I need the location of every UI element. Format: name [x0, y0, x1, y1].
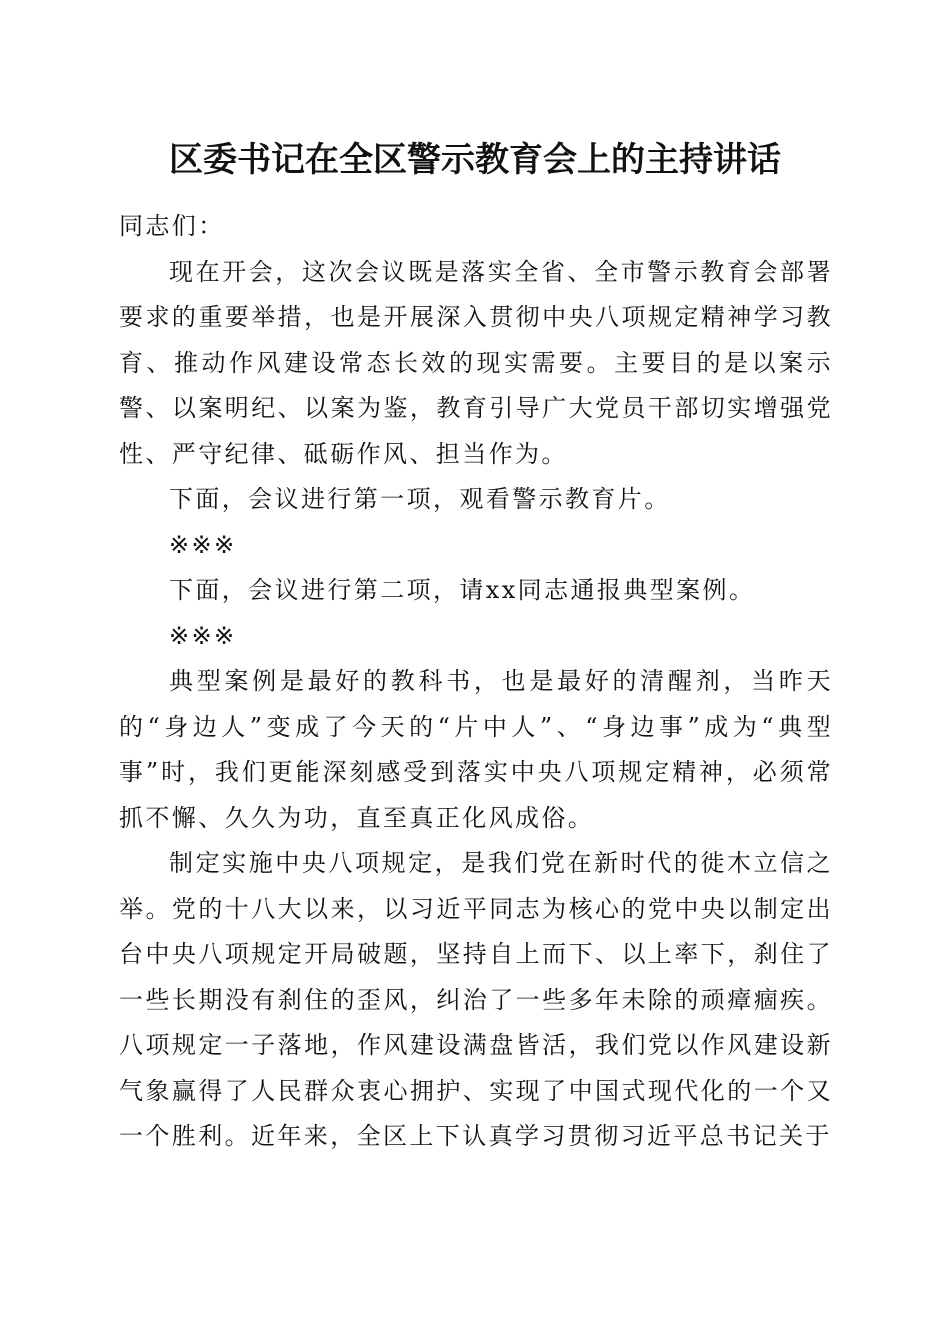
paragraph-agenda-item-1: 下面，会议进行第一项，观看警示教育片。 [169, 485, 671, 513]
paragraph-typical-cases: 典型案例是最好的教科书，也是最好的清醒剂，当昨天的“身边人”变成了今天的“片中人”、“身边事”成为“典型事”时，我们更能深刻感受到落实中央八项规定精神，必须常抓不懈、久久为功，直至真正化风成俗。 [119, 667, 833, 832]
section-separator: ※※※ [169, 621, 237, 650]
document-body [119, 204, 833, 1160]
paragraph-agenda-item-2: 下面，会议进行第二项，请xx同志通报典型案例。 [169, 576, 756, 604]
paragraph-eight-rules: 制定实施中央八项规定，是我们党在新时代的徙木立信之举。党的十八大以来，以习近平同志为核心的党中央以制定出台中央八项规定开局破题，坚持自上而下、以上率下，刹住了一些长期没有刹住的歪风，纠治了一些多年未除的顽瘴痼疾。八项规定一子落地，作风建设满盘皆活，我们党以作风建设新气象赢得了人民群众衷心拥护、实现了中国式现代化的一个又一个胜利。近年来，全区上下认真学习贯彻习近平总书记关于 [119, 849, 833, 1150]
paragraph-opening: 现在开会，这次会议既是落实全省、全市警示教育会部署要求的重要举措，也是开展深入贯彻中央八项规定精神学习教育、推动作风建设常态长效的现实需要。主要目的是以案示警、以案明纪、以案为鉴，教育引导广大党员干部切实增强党性、严守纪律、砥砺作风、担当作为。 [119, 257, 833, 468]
section-separator: ※※※ [169, 530, 237, 559]
document-title: 区委书记在全区警示教育会上的主持讲话 [169, 140, 781, 180]
salutation: 同志们： [119, 212, 225, 240]
